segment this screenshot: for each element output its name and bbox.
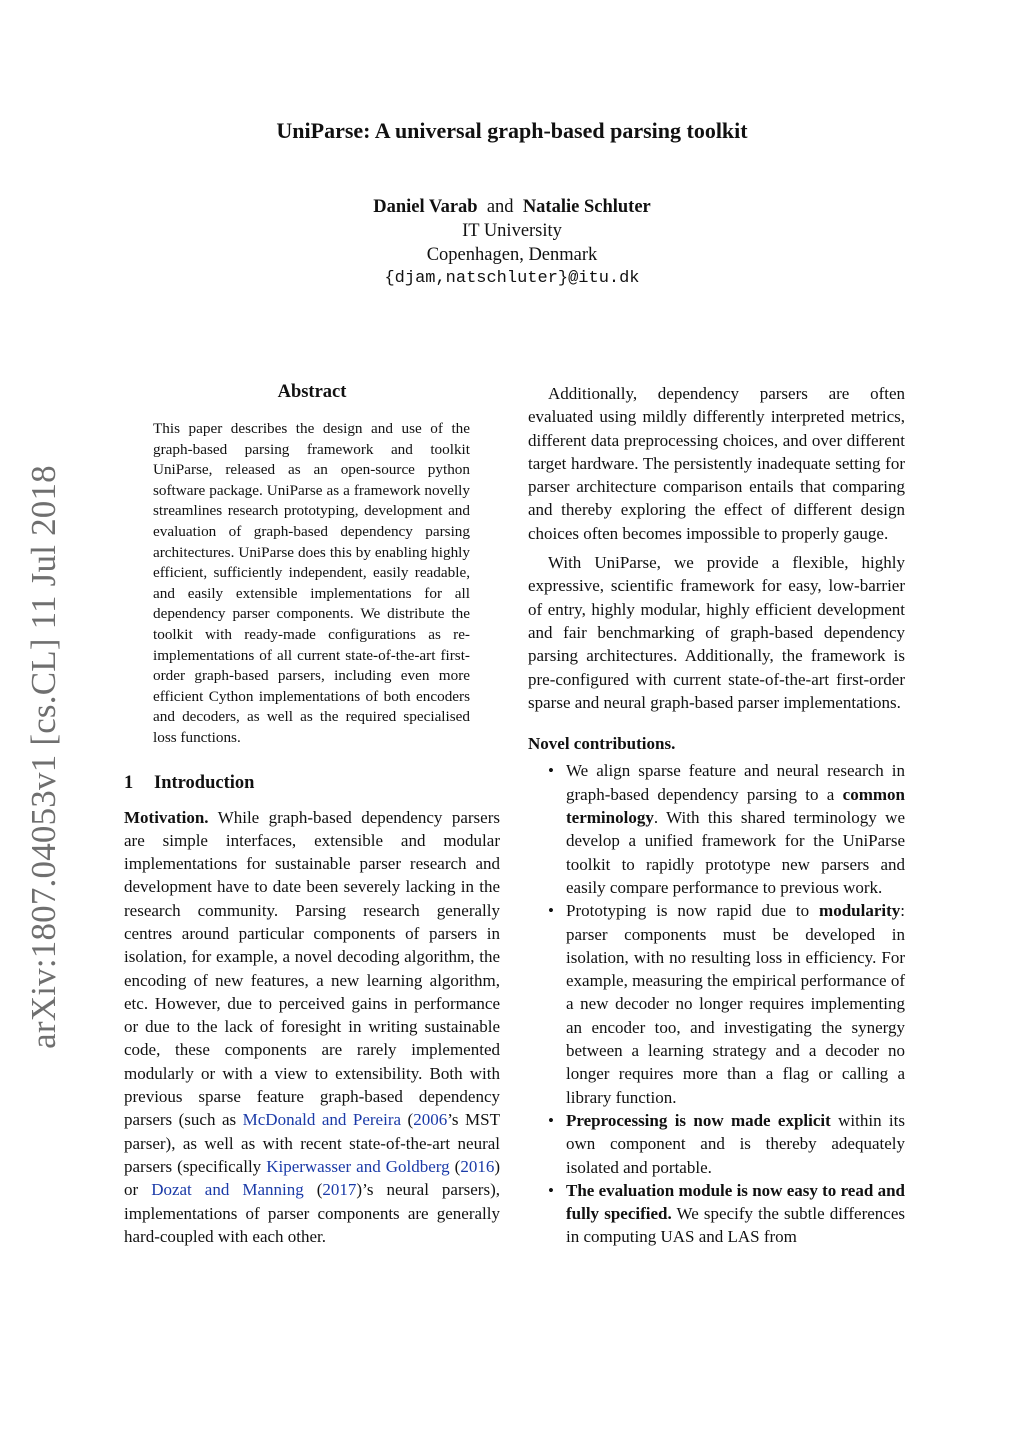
section-heading-introduction [124,773,500,794]
section-title: Introduction [154,772,255,793]
citation-year-2006[interactable]: 2006 [413,1110,448,1130]
location: Copenhagen, Denmark [426,245,598,265]
motivation-label: Motivation. [124,807,209,827]
arxiv-stamp-text: arXiv:1807.04053v1 [cs.CL] 11 Jul 2018 [24,465,63,1049]
bullet-text: . With this shared terminology we develop a unified framework for the UniParse toolkit to rapidly prototype new parsers and easily compare performance to previous work. [566,808,905,897]
bullet-bold: The evaluation module is now easy to read and fully specified. [566,1180,905,1224]
author-conjunction: and [486,197,514,217]
left-column [124,382,500,1248]
author-names [0,195,1024,219]
author-2: Natalie Schluter [522,197,651,217]
motivation-paragraph: Motivation. While graph-based dependency parsers are simple interfaces, extensible and modular implementations for sustainable parser research and development have to date been severely lacking in the research community. Parsing research generally centres around particular components of parsers in isolation, for example, a novel decoding algorithm, the encoding of new features, a new learning algorithm, etc. However, due to perceived gains in performance or due to the lack of foresight in writing sustainable code, these components are rarely implemented modularly or with a view to extensibility. Both with previous sparse feature graph-based dependency parsers (such as McDonald and Pereira (2006’s MST parser), as well as with recent state-of-the-art neural parsers (specifically Kiperwasser and Goldberg (2016) or Dozat and Manning (2017)’s neural parsers), implementations of parser components are generally hard-coupled with each other. [124,807,500,1246]
author-email: {djam,natschluter}@itu.dk [384,269,640,288]
paragraph-evaluation-issues: Additionally, dependency parsers are often evaluated using mildly differently interpreted metrics, different data preprocessing choices, and over different target hardware. The persistently inadequate setting for parser architecture comparison entails that comparing and thereby exploring the effect of different design choices often becomes impossible to properly gauge. [528,384,905,543]
author-1: Daniel Varab [373,197,478,217]
paragraph-uniparse-overview: With UniParse, we provide a flexible, highly expressive, scientific framework for easy, low-barrier of entry, highly modular, highly efficient development and fair benchmarking of graph-based dependency parsing architectures. Additionally, the framework is pre-configured with current state-of-the-art first-order sparse and neural graph-based parser implementations. [528,553,905,712]
bullet-icon: • [548,761,554,781]
section-number: 1 [124,772,134,793]
list-item [528,1179,905,1249]
motivation-text-2: ’s MST parser), as well as with recent state-of-the-art neural parsers (specifically [124,1110,500,1176]
motivation-text-1: While graph-based dependency parsers are simple interfaces, extensible and modular implementations for sustainable parser research and development have to date been severely lacking in the research community. Parsing research generally centres around particular components of parsers in isolation, for example, a novel decoding algorithm, the encoding of new features, a new learning algorithm, etc. However, due to perceived gains in performance or due to the lack of foresight in writing sustainable code, these components are rarely implemented modularly or with a view to extensibility. Both with previous sparse feature graph-based dependency parsers (such as [124,807,500,1130]
citation-year-2017[interactable]: 2017 [322,1180,357,1200]
citation-link-dozat-manning[interactable]: Dozat and Manning [151,1180,304,1200]
bullet-icon: • [548,1180,554,1200]
bullet-text: We specify the subtle differences in computing UAS and LAS from [566,1204,905,1247]
bullet-icon: • [548,901,554,921]
bullet-bold: modularity [819,901,901,921]
bullet-text: : parser components must be developed in isolation, with no resulting loss in efficiency. For example, measuring the empirical performance of a new decoder no longer requires implementing an encoder too, and investigating the synergy between a learning strategy and a decoder no longer requires more than a flag or calling a library function. [566,901,905,1107]
bullet-bold: common terminology [566,784,905,828]
citation-link-kiperwasser-goldberg[interactable]: Kiperwasser and Goldberg [266,1156,450,1176]
bullet-bold: Preprocessing is now made explicit [566,1110,831,1130]
author-block [0,195,1024,291]
arxiv-identifier-stamp [20,462,68,1052]
or-word: or [124,1180,139,1200]
abstract-text: This paper describes the design and use of the graph-based parsing framework and toolkit UniParse, released as an open-source python software package. UniParse as a framework novelly streamlines research prototyping, development and evaluation of graph-based dependency parsing architectures. UniParse does this by enabling highly efficient, sufficiently independent, easily readable, and easily extensible implementations for all dependency parser components. We distribute the toolkit with ready-made configurations as re-implementations of all current state-of-the-art first-order graph-based parsers, including even more efficient Cython implementations of both encoders and decoders, as well as the required specialised loss functions. [153,420,470,746]
citation-link-mcdonald-pereira[interactable]: McDonald and Pereira [242,1110,402,1130]
bullet-text: We align sparse feature and neural research in graph-based dependency parsing to a [566,761,905,804]
bullet-text: Prototyping is now rapid due to [566,901,820,921]
paper-title: UniParse: A universal graph-based parsing toolkit [276,118,748,143]
bullet-text: within its own component and is thereby adequately isolated and portable. [566,1110,905,1177]
motivation-text-3: ’s neural parsers), implementations of parser components are generally hard-coupled with each other. [124,1180,500,1246]
novel-contributions-heading: Novel contributions. [528,734,676,754]
right-column [528,382,905,1249]
affiliation: IT University [462,221,562,241]
abstract-heading: Abstract [277,382,347,402]
citation-year-2016[interactable]: 2016 [460,1156,495,1176]
list-item [528,899,905,1109]
contributions-list [528,759,905,1248]
bullet-icon: • [548,1110,554,1130]
list-item [528,759,905,899]
list-item [528,1109,905,1179]
